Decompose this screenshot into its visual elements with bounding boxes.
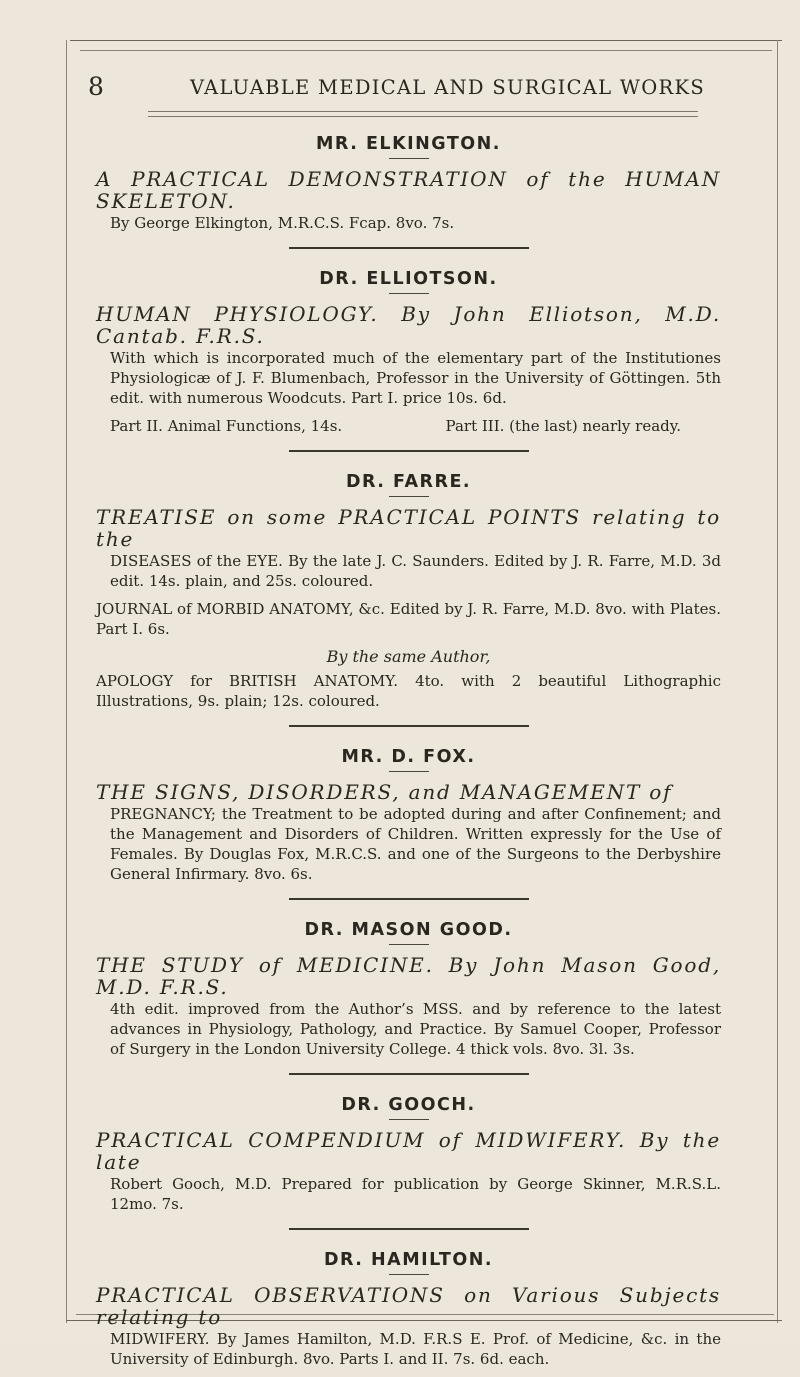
section-rule bbox=[289, 898, 529, 900]
header-rule bbox=[148, 111, 698, 112]
page-border bbox=[80, 50, 772, 51]
section-rule bbox=[289, 725, 529, 727]
book-entry bbox=[96, 671, 721, 711]
book-entry bbox=[96, 304, 721, 408]
page-border bbox=[777, 40, 778, 1323]
dash bbox=[389, 293, 429, 294]
header-rule bbox=[148, 116, 698, 117]
book-title: PRACTICAL COMPENDIUM of MIDWIFERY. By the late bbox=[96, 1128, 721, 1174]
dash bbox=[389, 944, 429, 945]
dash bbox=[389, 496, 429, 497]
book-entry bbox=[96, 507, 721, 591]
book-details: With which is incorporated much of the elementary part of the Institutiones Physiologicæ of J. F. Blumenbach, Professor in the University of Göttingen. 5th edit. with numerous Woodcuts. Part I. price 10s. 6d. bbox=[110, 349, 721, 407]
book-details: APOLOGY for BRITISH ANATOMY. 4to. with 2 beautiful Lithographic Illustrations, 9s. plain; 12s. coloured. bbox=[96, 672, 721, 710]
book-title: THE STUDY of MEDICINE. By John Mason Good, M.D. F.R.S. bbox=[96, 953, 721, 999]
book-entry bbox=[96, 1285, 721, 1369]
section-author: DR. MASON GOOD. bbox=[304, 920, 513, 940]
book-title: TREATISE on some PRACTICAL POINTS relating to the bbox=[96, 505, 721, 551]
book-entry bbox=[96, 1130, 721, 1214]
section-author: DR. ELLIOTSON. bbox=[319, 269, 498, 289]
section-author: DR. GOOCH. bbox=[341, 1095, 476, 1115]
dash bbox=[389, 1274, 429, 1275]
running-header bbox=[80, 72, 740, 112]
section-author: MR. D. FOX. bbox=[341, 747, 476, 767]
page-border bbox=[66, 40, 67, 1323]
page-number: 8 bbox=[88, 72, 104, 101]
book-title: HUMAN PHYSIOLOGY. By John Elliotson, M.D. Cantab. F.R.S. bbox=[96, 302, 721, 348]
book-entry bbox=[96, 599, 721, 639]
book-details: DISEASES of the EYE. By the late J. C. Saunders. Edited by J. R. Farre, M.D. 3d edit. 14s. plain, and 25s. coloured. bbox=[110, 552, 721, 590]
section-author: DR. FARRE. bbox=[345, 472, 472, 492]
book-details: Robert Gooch, M.D. Prepared for publication by George Skinner, M.R.S.L. 12mo. 7s. bbox=[110, 1175, 721, 1213]
catalogue-content bbox=[96, 134, 721, 1377]
book-details: 4th edit. improved from the Author’s MSS. and by reference to the latest advances in Physiology, Pathology, and Practice. By Samuel Cooper, Professor of Surgery in the London University College. 4 thick vols. 8vo. 3l. 3s. bbox=[110, 1000, 721, 1058]
dash bbox=[389, 158, 429, 159]
running-title: VALUABLE MEDICAL AND SURGICAL WORKS bbox=[190, 76, 706, 99]
page-border bbox=[70, 40, 782, 41]
dash bbox=[389, 771, 429, 772]
parts-line bbox=[96, 416, 721, 436]
book-details: PREGNANCY; the Treatment to be adopted during and after Confinement; and the Management and Disorders of Children. Written expressly for the Use of Females. By Douglas Fox, M.R.C.S. and one of the Surgeons to the Derbyshire General Infirmary. 8vo. 6s. bbox=[110, 805, 721, 883]
book-entry bbox=[96, 782, 721, 884]
section-author: DR. HAMILTON. bbox=[323, 1250, 494, 1270]
book-details: By George Elkington, M.R.C.S. Fcap. 8vo. 7s. bbox=[110, 214, 455, 232]
book-title: A PRACTICAL DEMONSTRATION of the HUMAN SKELETON. bbox=[96, 167, 721, 213]
section-rule bbox=[289, 1073, 529, 1075]
book-title: THE SIGNS, DISORDERS, and MANAGEMENT of bbox=[96, 780, 673, 804]
same-author-note: By the same Author, bbox=[326, 647, 491, 666]
section-author: MR. ELKINGTON. bbox=[316, 134, 501, 154]
book-title: PRACTICAL OBSERVATIONS on Various Subjects relating to bbox=[96, 1283, 721, 1329]
section-rule bbox=[289, 450, 529, 452]
section-rule bbox=[289, 247, 529, 249]
section-rule bbox=[289, 1228, 529, 1230]
part-item: Part III. (the last) nearly ready. bbox=[445, 417, 681, 435]
dash bbox=[389, 1119, 429, 1120]
part-item: Part II. Animal Functions, 14s. bbox=[110, 417, 343, 435]
book-entry bbox=[96, 169, 721, 233]
book-details: MIDWIFERY. By James Hamilton, M.D. F.R.S E. Prof. of Medicine, &c. in the University of Edinburgh. 8vo. Parts I. and II. 7s. 6d. each. bbox=[110, 1330, 721, 1368]
book-details: JOURNAL of MORBID ANATOMY, &c. Edited by J. R. Farre, M.D. 8vo. with Plates. Part I. 6s. bbox=[96, 600, 721, 638]
book-entry bbox=[96, 955, 721, 1059]
